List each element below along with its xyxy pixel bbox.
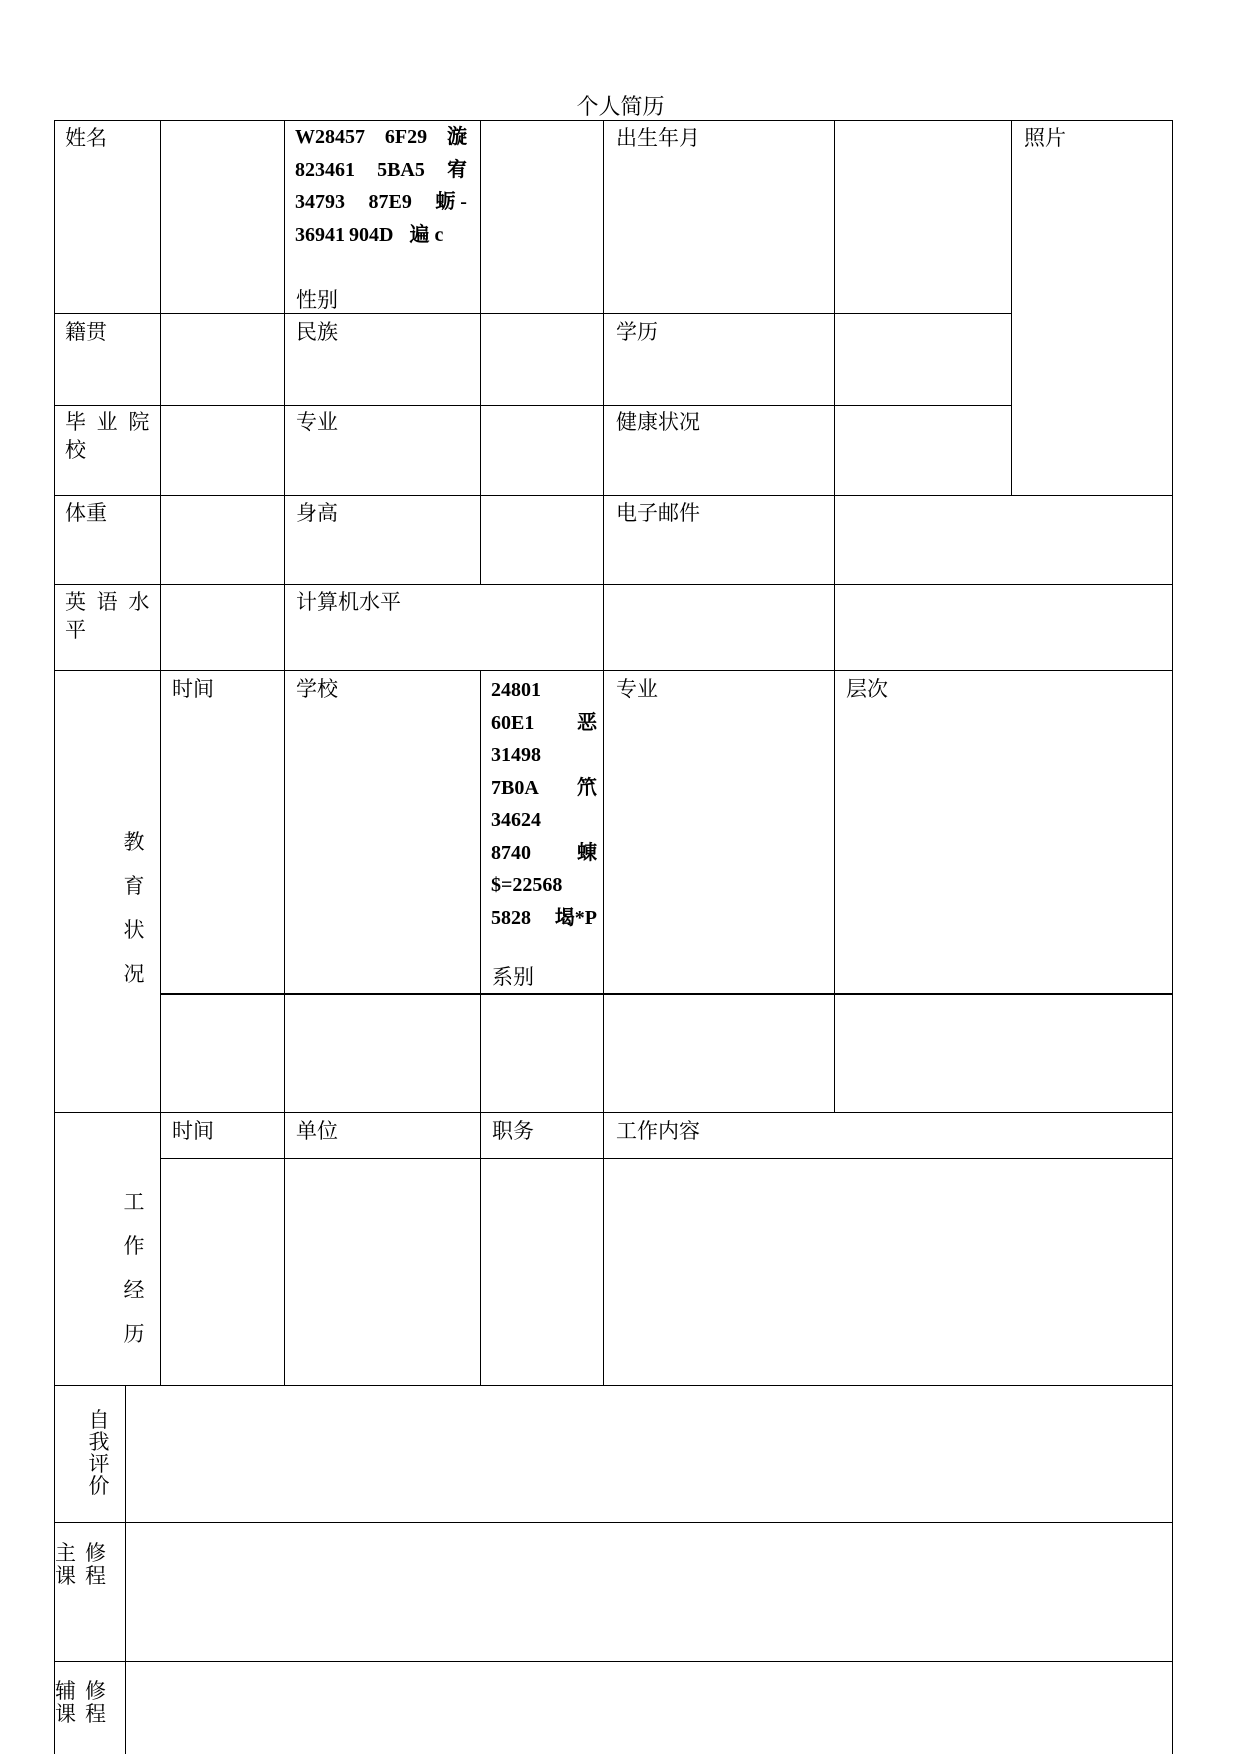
garbled-token: 31498: [491, 744, 541, 766]
garbled-token: 823461: [295, 158, 355, 181]
garbled-text-edu: [491, 674, 597, 934]
resume-title: 个人简历: [576, 95, 665, 120]
garbled-line: [491, 707, 597, 740]
garbled-token: 24801: [491, 679, 541, 701]
garbled-line: [295, 154, 467, 187]
garbled-line: [491, 804, 597, 837]
label-education-level: 学历: [616, 320, 658, 344]
garbled-token: 堨*P: [554, 906, 597, 929]
garbled-token: 恶: [577, 711, 597, 734]
label-gender: 性别: [296, 288, 338, 312]
garbled-token: 8740: [491, 841, 531, 864]
garbled-token: $=22568: [491, 874, 563, 896]
garbled-line: [295, 186, 467, 219]
label-main-courses: 主修课程: [55, 1541, 115, 1588]
garbled-token: 5BA5: [377, 158, 425, 181]
label-ethnicity: 民族: [296, 320, 338, 344]
garbled-line: [491, 869, 597, 902]
label-edu-department: 系别: [492, 965, 534, 989]
garbled-line: [295, 219, 467, 252]
garbled-token: 笊: [577, 776, 597, 799]
label-weight: 体重: [65, 501, 107, 525]
garbled-token: 87E9: [368, 191, 412, 213]
label-education-section: [120, 820, 148, 996]
label-health: 健康状况: [616, 410, 700, 434]
label-edu-time: 时间: [172, 677, 214, 701]
garbled-token: 宥: [446, 158, 467, 181]
label-english: 英 语 水 平: [65, 590, 152, 642]
vertical-text: 工作经历: [123, 1190, 145, 1346]
garbled-token: 遍 c: [409, 223, 444, 246]
garbled-token: 904D: [349, 223, 394, 246]
label-photo: 照片: [1024, 126, 1066, 150]
label-work-unit: 单位: [296, 1119, 338, 1143]
label-native-place: 籍贯: [65, 320, 107, 344]
garbled-token: 蛎 -: [435, 191, 467, 213]
garbled-text-top: [295, 121, 467, 251]
label-self-evaluation: [85, 1409, 113, 1497]
label-height: 身高: [296, 501, 338, 525]
label-name: 姓名: [65, 126, 107, 150]
label-minor-courses: 辅修课程: [55, 1679, 115, 1726]
garbled-token: 漩: [447, 126, 467, 148]
garbled-token: 36941: [295, 223, 345, 246]
label-computer: 计算机水平: [296, 590, 401, 614]
garbled-line: [491, 837, 597, 870]
label-edu-school: 学校: [296, 677, 338, 701]
label-edu-major: 专业: [616, 677, 658, 701]
garbled-line: [295, 121, 467, 154]
garbled-token: 蝀: [577, 841, 597, 864]
vertical-text: 教育状况: [123, 830, 145, 986]
label-work-content: 工作内容: [616, 1119, 700, 1143]
garbled-token: 34624: [491, 809, 541, 831]
label-school: 毕 业 院 校: [65, 410, 152, 462]
garbled-token: 34793: [295, 191, 345, 213]
label-birth: 出生年月: [616, 126, 700, 150]
garbled-line: [491, 674, 597, 707]
label-major: 专业: [296, 410, 338, 434]
label-work-section: [120, 1180, 148, 1356]
garbled-line: [491, 902, 597, 935]
label-email: 电子邮件: [616, 501, 700, 525]
garbled-token: 60E1: [491, 711, 535, 734]
label-work-position: 职务: [492, 1119, 534, 1143]
garbled-token: 7B0A: [491, 776, 539, 799]
garbled-token: 6F29: [384, 126, 428, 148]
garbled-token: 5828: [491, 906, 531, 929]
label-work-time: 时间: [172, 1119, 214, 1143]
garbled-token: W28457: [295, 126, 365, 148]
garbled-line: [491, 772, 597, 805]
label-edu-level: 层次: [846, 677, 888, 701]
garbled-line: [491, 739, 597, 772]
vertical-text: 自我评价: [88, 1408, 110, 1498]
